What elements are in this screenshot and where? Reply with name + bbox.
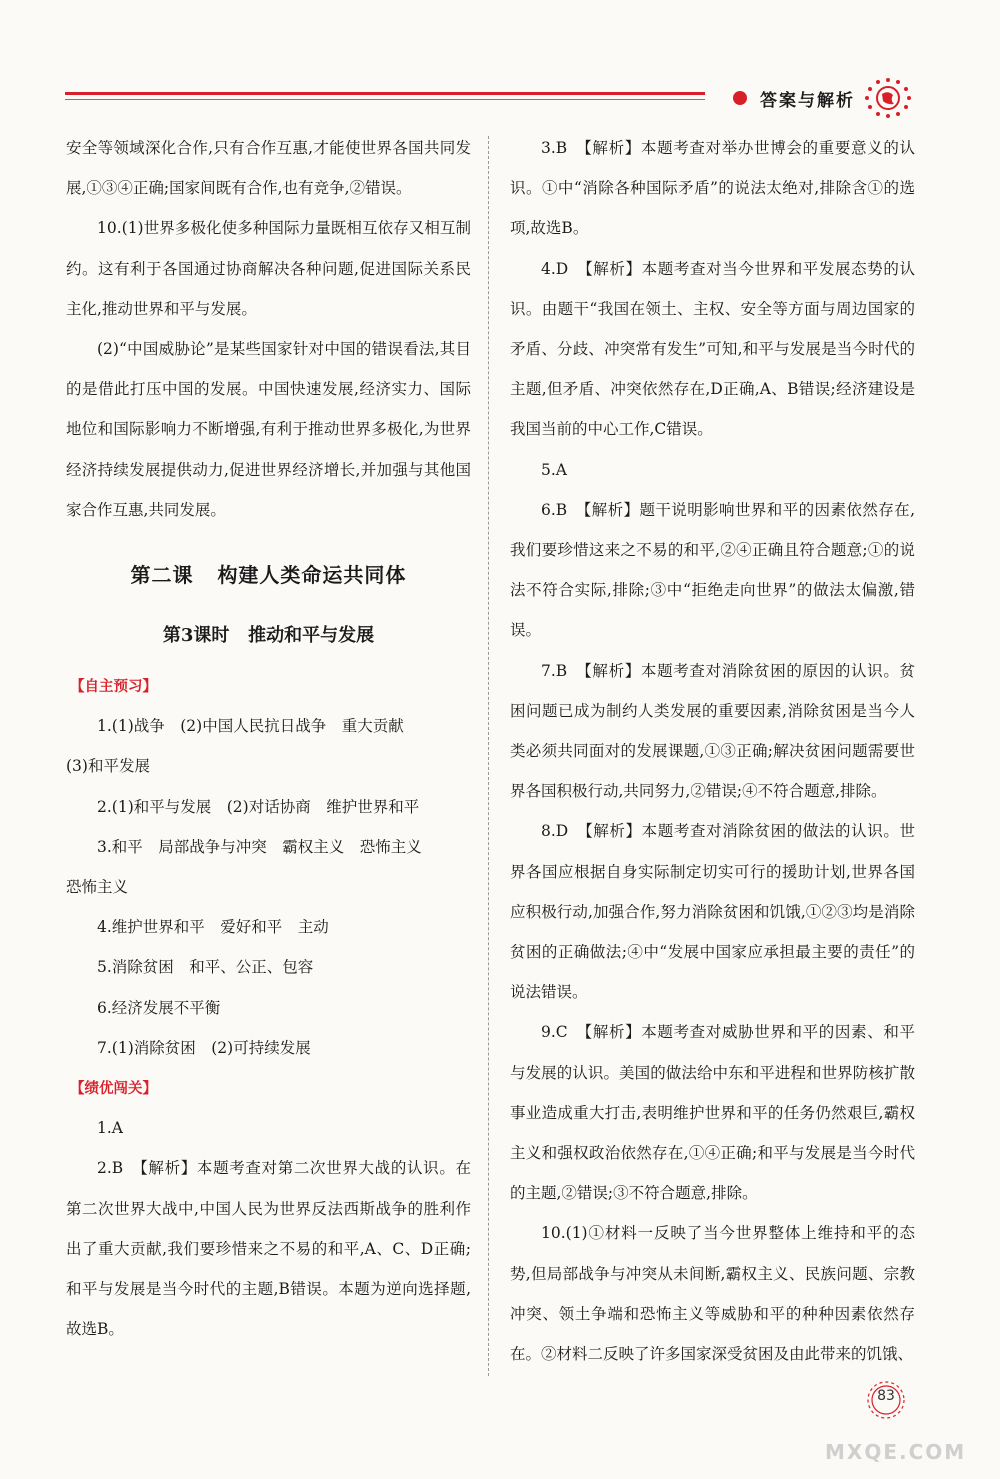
section-label-challenge: 【绩优闯关】 bbox=[70, 1081, 157, 1098]
preview-item: 4.维护世界和平 爱好和平 主动 bbox=[97, 918, 329, 937]
answer-5: 5.A bbox=[541, 460, 567, 479]
preview-item: 5.消除贫困 和平、公正、包容 bbox=[97, 958, 314, 977]
preview-item: 7.(1)消除贫困 (2)可持续发展 bbox=[97, 1038, 311, 1057]
preview-item: 2.(1)和平与发展 (2)对话协商 维护世界和平 bbox=[97, 797, 420, 816]
watermark: MXQE.COM bbox=[825, 1440, 967, 1464]
answer-10-right: 10.(1)①材料一反映了当今世界整体上维持和平的态势,但局部战争与冲突从未间断,霸权主义、民族问题、宗教冲突、领土争端和恐怖主义等威胁和平的种种因素依然存在。②材料二反映了许多国家深受贫困及由此带来的饥饿、 bbox=[510, 1224, 915, 1364]
lesson-title: 第二课 构建人类命运共同体 bbox=[130, 563, 407, 588]
header-rule-thin bbox=[65, 99, 705, 100]
page-number: 83 bbox=[877, 1388, 895, 1404]
preview-item: (3)和平发展 bbox=[66, 757, 150, 776]
preview-item: 6.经济发展不平衡 bbox=[97, 998, 221, 1017]
header-title: 答案与解析 bbox=[760, 91, 855, 111]
preview-item: 1.(1)战争 (2)中国人民抗日战争 重大贡献 bbox=[97, 717, 404, 736]
answer-1: 1.A bbox=[97, 1119, 123, 1138]
preview-item: 恐怖主义 bbox=[66, 878, 129, 897]
answer-3: 3.B 【解析】本题考查对举办世博会的重要意义的认识。①中“消除各种国际矛盾”的说法太绝对,排除含①的选项,故选B。 bbox=[510, 139, 915, 238]
answer-6: 6.B 【解析】题干说明影响世界和平的因素依然存在,我们要珍惜这来之不易的和平,②④正确且符合题意;①的说法不符合实际,排除;③中“拒绝走向世界”的做法太偏激,错误。 bbox=[510, 500, 915, 640]
left-text: 安全等领域深化合作,只有合作互惠,才能使世界各国共同发展,①③④正确;国家间既有合作,也有竞争,②错误。 bbox=[66, 139, 471, 198]
answer-9: 9.C 【解析】本题考查对威胁世界和平的因素、和平与发展的认识。美国的做法给中东和平进程和世界防核扩散事业造成重大打击,表明维护世界和平的任务仍然艰巨,霸权主义和强权政治依然存在,①④正确;和平与发展是当今时代的主题,②错误;③不符合题意,排除。 bbox=[510, 1023, 915, 1203]
preview-item: 3.和平 局部战争与冲突 霸权主义 恐怖主义 bbox=[97, 837, 422, 856]
answer-2: 2.B 【解析】本题考查对第二次世界大战的认识。在第二次世界大战中,中国人民为世界反法西斯战争的胜利作出了重大贡献,我们要珍惜来之不易的和平,A、C、D正确;和平与发展是当今时代的主题,B错误。本题为逆向选择题,故选B。 bbox=[66, 1159, 471, 1339]
answer-8: 8.D 【解析】本题考查对消除贫困的做法的认识。世界各国应根据自身实际制定切实可行的援助计划,世界各国应积极行动,加强合作,努力消除贫困和饥饿,①②③均是消除贫困的正确做法;④中“发展中国家应承担最主要的责任”的说法错误。 bbox=[510, 822, 915, 1002]
section-label-preview: 【自主预习】 bbox=[70, 679, 157, 696]
answer-10: 10.(1)世界多极化使多种国际力量既相互依存又相互制约。这有利于各国通过协商解决各种问题,促进国际关系民主化,推动世界和平与发展。 bbox=[66, 219, 471, 318]
answer-7: 7.B 【解析】本题考查对消除贫困的原因的认识。贫困问题已成为制约人类发展的重要因素,消除贫困是当今人类必须共同面对的发展课题,①③正确;解决贫困问题需要世界各国积极行动,共同努力,②错误;④不符合题意,排除。 bbox=[510, 661, 915, 801]
period-title: 第3课时 推动和平与发展 bbox=[162, 625, 375, 647]
answer-10-part2: (2)“中国威胁论”是某些国家针对中国的错误看法,其目的是借此打压中国的发展。中国快速发展,经济实力、国际地位和国际影响力不断增强,有利于推动世界多极化,为世界经济持续发展提供动力,促进世界经济增长,并加强与其他国家合作互惠,共同发展。 bbox=[66, 340, 471, 519]
header-dot-icon bbox=[733, 91, 747, 105]
header-rule bbox=[65, 92, 705, 95]
right-column bbox=[510, 128, 915, 1374]
globe-logo-icon bbox=[860, 74, 916, 122]
column-divider bbox=[488, 136, 489, 1376]
answer-4: 4.D 【解析】本题考查对当今世界和平发展态势的认识。由题干“我国在领土、主权、安全等方面与周边国家的矛盾、分歧、冲突常有发生”可知,和平与发展是当今时代的主题,但矛盾、冲突依然存在,D正确,A、B错误;经济建设是我国当前的中心工作,C错误。 bbox=[510, 259, 915, 439]
left-column bbox=[66, 128, 471, 1349]
